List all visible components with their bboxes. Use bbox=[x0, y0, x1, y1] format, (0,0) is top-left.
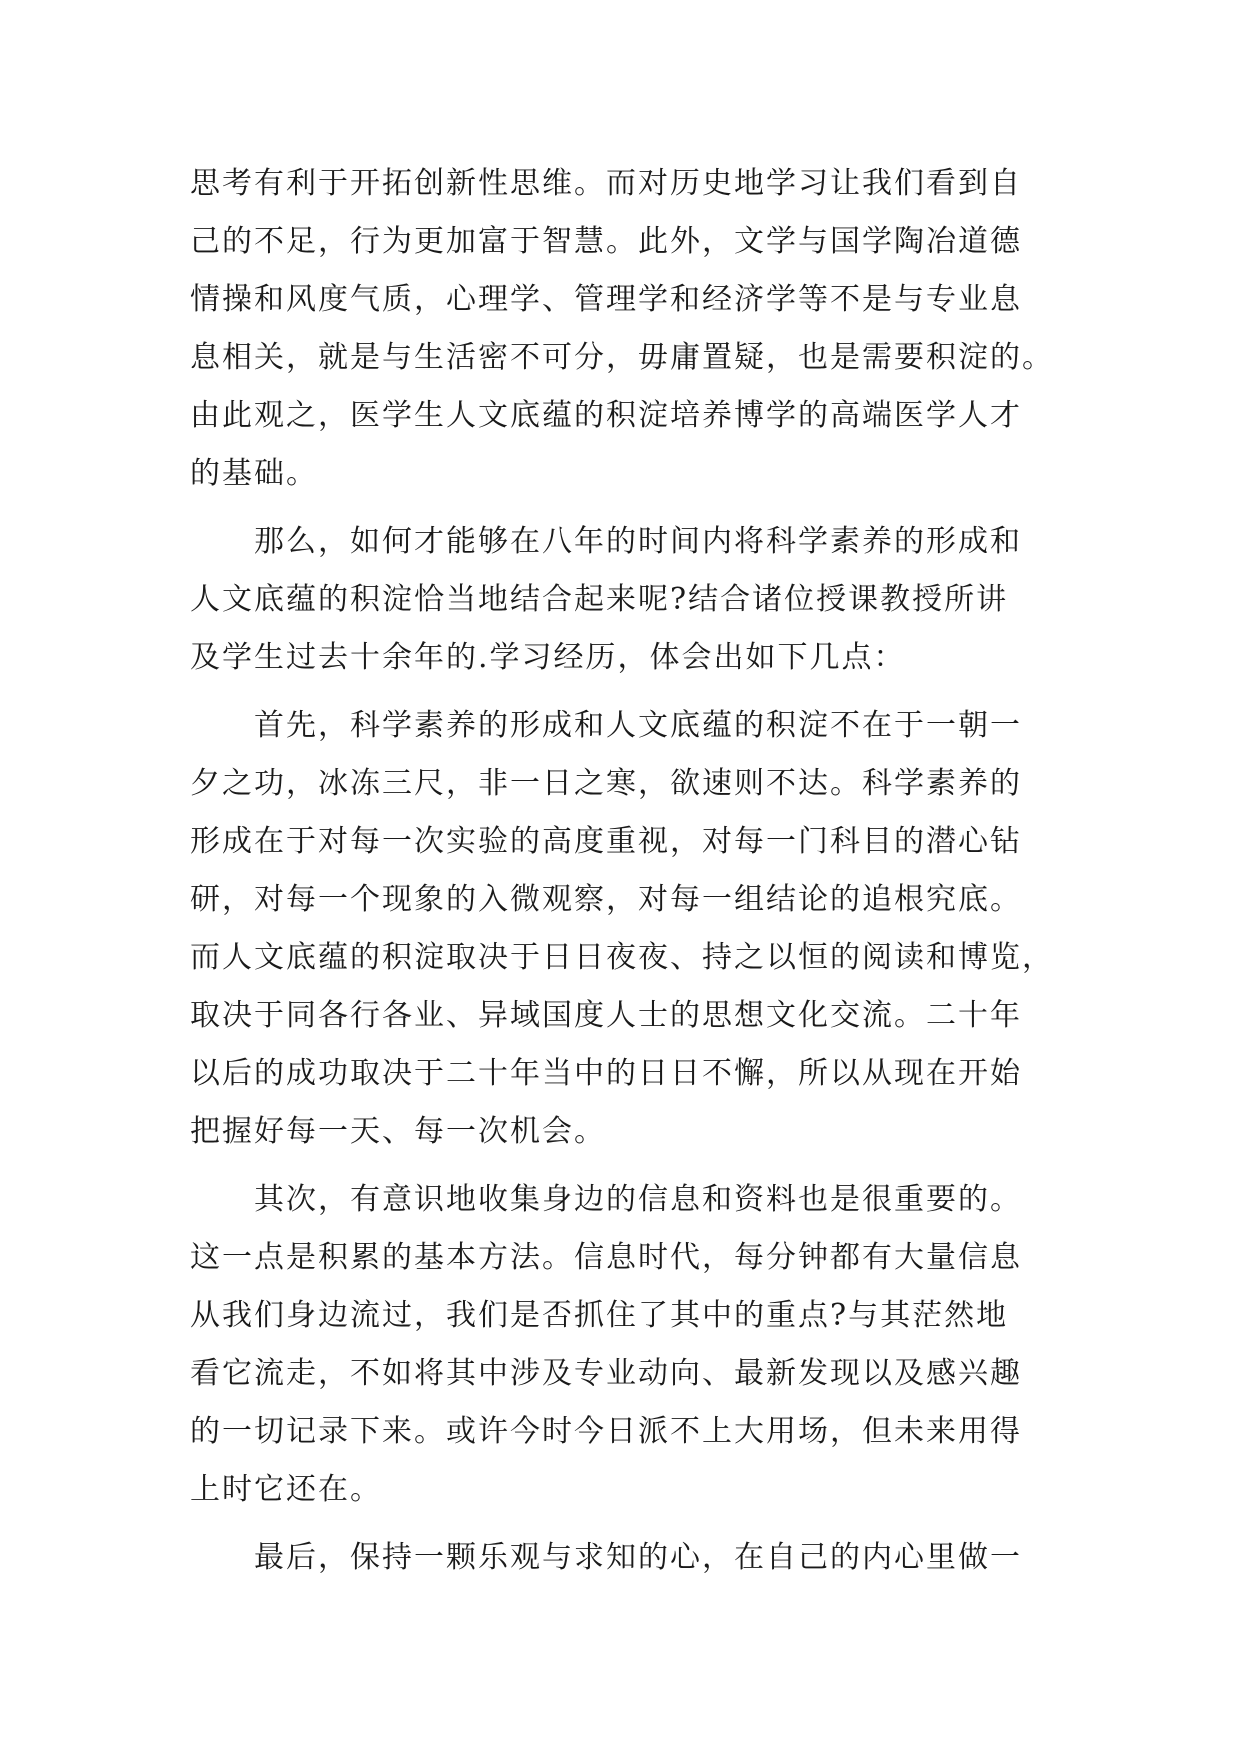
text-line: 最后，保持一颗乐观与求知的心，在自己的内心里做一 bbox=[190, 1540, 1022, 1575]
paragraph-gap bbox=[190, 503, 1050, 513]
text-line: 那么，如何才能够在八年的时间内将科学素养的形成和 bbox=[190, 524, 1022, 559]
paragraph bbox=[190, 1171, 1050, 1519]
text-line: 从我们身边流过，我们是否抓住了其中的重点?与其茫然地 bbox=[190, 1298, 1009, 1333]
text-line: 息相关，就是与生活密不可分，毋庸置疑，也是需要积淀的。 bbox=[190, 340, 1054, 375]
text-line: 人文底蕴的积淀恰当地结合起来呢?结合诸位授课教授所讲 bbox=[190, 582, 1009, 617]
text-line: 由此观之，医学生人文底蕴的积淀培养博学的高端医学人才 bbox=[190, 398, 1022, 433]
text-line: 及学生过去十余年的.学习经历，体会出如下几点： bbox=[190, 640, 906, 675]
text-line: 的一切记录下来。或许今时今日派不上大用场，但未来用得 bbox=[190, 1414, 1022, 1449]
text-line: 而人文底蕴的积淀取决于日日夜夜、持之以恒的阅读和博览， bbox=[190, 940, 1054, 975]
paragraph-gap bbox=[190, 1519, 1050, 1529]
text-line: 看它流走，不如将其中涉及专业动向、最新发现以及感兴趣 bbox=[190, 1356, 1022, 1391]
paragraph-gap bbox=[190, 1161, 1050, 1171]
text-line: 形成在于对每一次实验的高度重视，对每一门科目的潜心钻 bbox=[190, 824, 1022, 859]
paragraph bbox=[190, 513, 1050, 687]
paragraph bbox=[190, 155, 1054, 503]
paragraph bbox=[190, 1529, 1050, 1587]
paragraph-gap bbox=[190, 687, 1050, 697]
text-line: 以后的成功取决于二十年当中的日日不懈，所以从现在开始 bbox=[190, 1056, 1022, 1091]
document-body bbox=[190, 155, 1054, 1587]
text-line: 把握好每一天、每一次机会。 bbox=[190, 1114, 606, 1149]
text-line: 其次，有意识地收集身边的信息和资料也是很重要的。 bbox=[190, 1182, 1022, 1217]
text-line: 己的不足，行为更加富于智慧。此外，文学与国学陶冶道德 bbox=[190, 224, 1022, 259]
text-line: 首先，科学素养的形成和人文底蕴的积淀不在于一朝一 bbox=[190, 708, 1022, 743]
paragraph bbox=[190, 697, 1054, 1161]
text-line: 这一点是积累的基本方法。信息时代，每分钟都有大量信息 bbox=[190, 1240, 1022, 1275]
text-line: 上时它还在。 bbox=[190, 1472, 382, 1507]
text-line: 思考有利于开拓创新性思维。而对历史地学习让我们看到自 bbox=[190, 166, 1022, 201]
text-line: 情操和风度气质，心理学、管理学和经济学等不是与专业息 bbox=[190, 282, 1022, 317]
text-line: 的基础。 bbox=[190, 456, 318, 491]
text-line: 取决于同各行各业、异域国度人士的思想文化交流。二十年 bbox=[190, 998, 1022, 1033]
text-line: 研，对每一个现象的入微观察，对每一组结论的追根究底。 bbox=[190, 882, 1022, 917]
text-line: 夕之功，冰冻三尺，非一日之寒，欲速则不达。科学素养的 bbox=[190, 766, 1022, 801]
